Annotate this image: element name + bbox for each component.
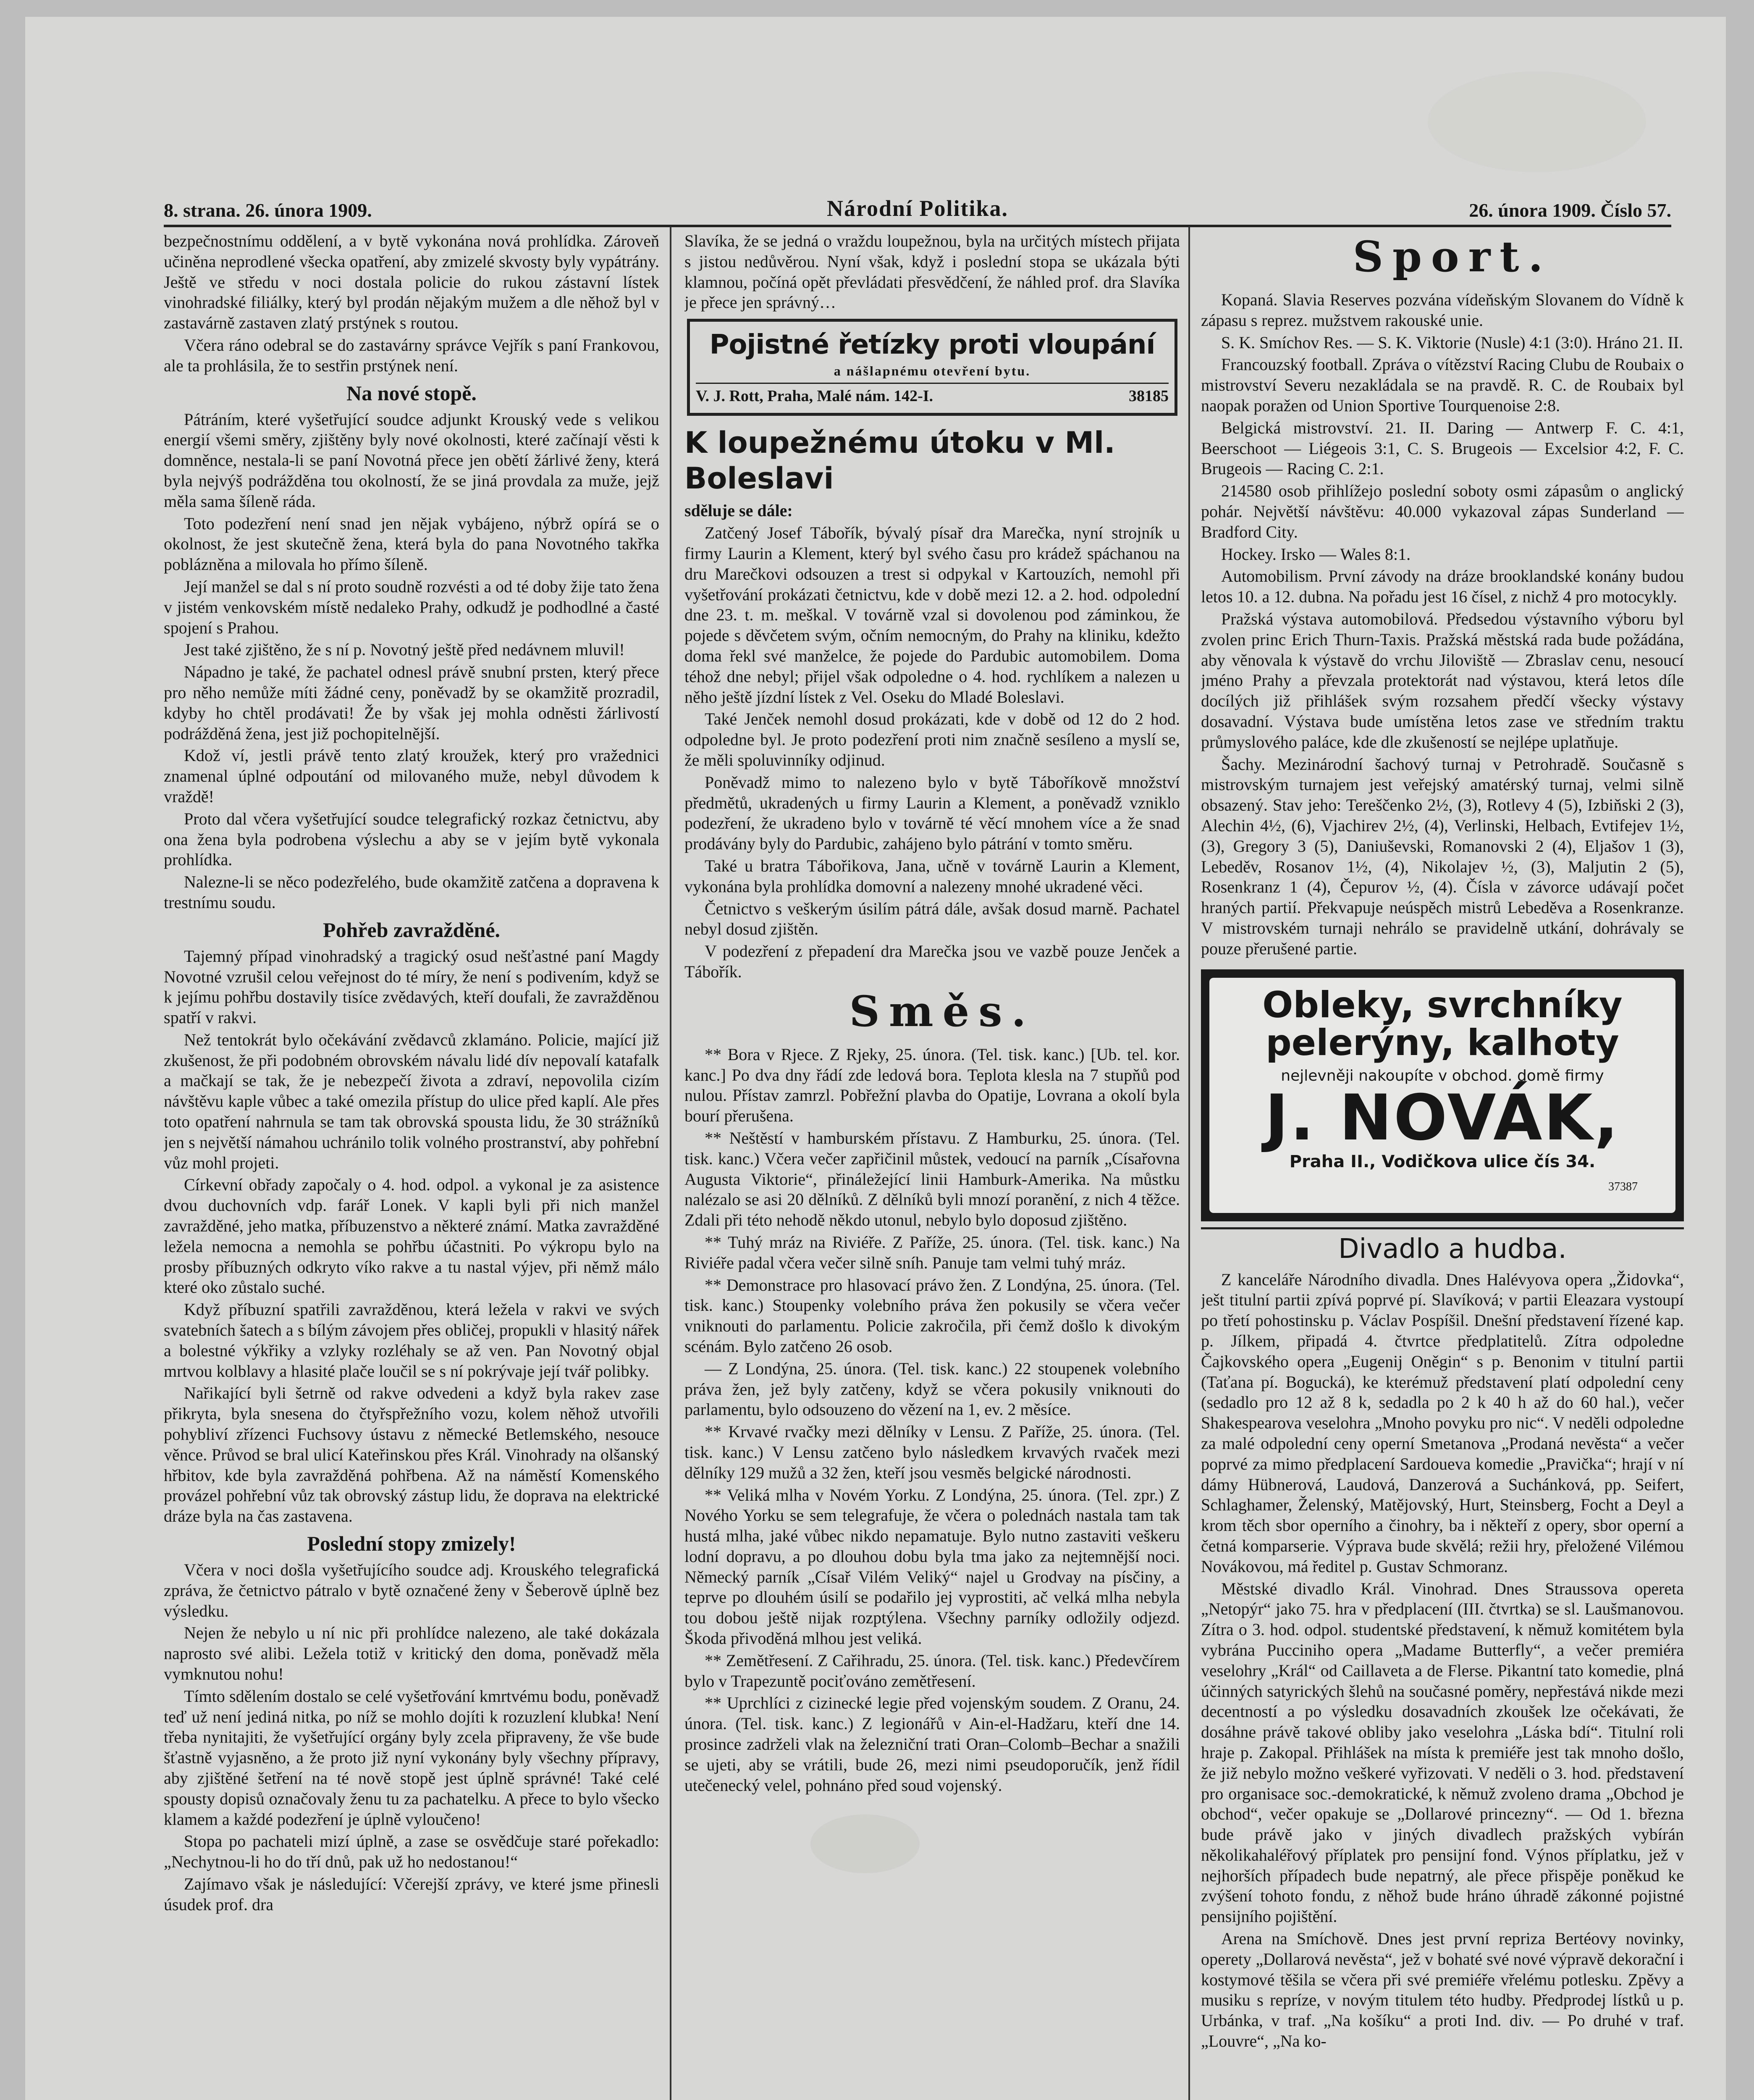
paragraph: ** Uprchlíci z cizinecké legie před vojenským soudem. Z Oranu, 24. února. (Tel. tisk. kanc.) Z legionářů v Ain-el-Hadžaru, kteří dne 14. prosince zadrželi vlak na železniční trati Oran–Colomb–Bechar a snažili se ujeti, aby se vrátili, bude 26, mezi nimi pseudoporučík, jenž řídil utečenecký velel, pohnáno před soud vojenský.: [684, 1693, 1180, 1795]
ad-firm-name: J. NOVÁK,: [1265, 1082, 1620, 1155]
ad-title: Pojistné řetízky proti vloupání: [709, 329, 1155, 361]
paragraph: Její manžel se dal s ní proto soudně rozvésti a od té doby žije tato žena v jistém venkovském místě nedaleko Prahy, odkudž je podhodlné a časté spojení s Prahou.: [164, 577, 659, 637]
paragraph: Městské divadlo Král. Vinohrad. Dnes Straussova opereta „Netopýr“ jako 75. hra v předplacení (III. čtvrtka) se sl. Laušmanovou. Zítra o 3. hod. odpol. studentské představení, k němuž komitétem byla vybrána Pucciniho opera „Madame Butterfly“, a večer premiéra veselohry „Král“ od Caillaveta a de Flerse. Pikantní tato komedie, plná účinných satyrických šlehů na současné poměry, nepřestává nikde mezi decentností a po výsledku dosavadních zkoušek lze očekávati, že dosáhne právě takové obliby jako veselohra „Láska bdí“. Titulní roli hraje p. Zakopal. Přihlášek na místa k premiéře jest tak mnoho došlo, že již nebylo možno veškeré vyřizovati. V neděli o 3. hod. představení pro organisace soc.-demokratické, k němuž zvoleno drama „Obchod je obchod“, večer opakuje se „Dollarové princezny“. — Od 1. března bude právě jako v jiných divadlech pražských vybírán několikahaléřový příplatek pro pensijní fond. Výnos příplatku, jež v nejhorších případech bude nepatrný, ale přece přispěje poněkud ke zvýšení tohoto fondu, z něhož bude hráno úhradě zákonné pojistné pensijního pojištění.: [1201, 1579, 1684, 1926]
paragraph: ** Zemětřesení. Z Cařihradu, 25. února. (Tel. tisk. kanc.) Předevčírem bylo v Trapezuntě pociťováno zemětřesení.: [684, 1651, 1180, 1690]
paragraph: Kdož ví, jestli právě tento zlatý kroužek, který pro vražednici znamenal úplné odpoutání od milovaného muže, nebyl důvodem k vraždě!: [164, 746, 659, 806]
section-heading: Divadlo a hudba.: [1201, 1227, 1684, 1265]
article-heading: K loupežnému útoku v Ml. Boleslavi: [684, 425, 1115, 496]
paragraph: ** Veliká mlha v Novém Yorku. Z Londýna, 25. února. (Tel. zpr.) Z Nového Yorku se sem telegrafuje, že včera o polednách nastala tam tak hustá mlha, jaké vůbec nikdo nepamatuje. Bylo nutno zastaviti veškeru lodní dopravu, a po dlouhou dobu byla tma jako za nejtemnější noci. Německý parník „Císař Vilém Veliký“ najel u Grodvay na písčiny, a teprve po dlouhém úsilí se podařilo jej vyprostiti, ač velká mlha nebyla tou dobou ještě nijak rozptýlena. Všechny parníky odložily odjezd. Škoda přivoděná mlhou jest veliká.: [684, 1485, 1180, 1648]
paragraph: Než tentokrát bylo očekávání zvědavců zklamáno. Policie, mající již zkušenost, že při podobném obrovském návalu lidé dív nepovalí katafalk a mačkají se tak, že je nebezpečí života a zdraví, nepovolila cizím návštěvu kaple vůbec a také omezila přístup do ulice před kaplí. Ale přes toto opatření nahrnula se tam tak obrovská spousta lidu, že 30 strážníků jen s největší námahou uchránilo tolik volného prostranství, aby pohřební vůz mohl projeti.: [164, 1030, 659, 1172]
paragraph: Automobilism. První závody na dráze brooklandské konány budou letos 10. a 12. dubna. Na pořadu jest 16 čísel, z nichž 4 pro motocykly.: [1201, 567, 1684, 606]
column-rule: [1188, 227, 1190, 2100]
paragraph: Arena na Smíchově. Dnes jest první repriza Bertéovy novinky, operety „Dollarová nevěsta“, jež v bohaté své nové výpravě dekorační i kostymové těšila se včera při své premiéře vřelému potlesku. Zpěvy a musiku s repríze, v novým titulem této hudby. Předprodej lístků u p. Urbánka, v traf. „Na košíku“ a proti Ind. div. — Po druhé v traf. „Louvre“, „Na ko-: [1201, 1929, 1684, 2051]
ad-firm-line: [696, 383, 1169, 406]
section-heading: Sport.: [1353, 232, 1552, 281]
ad-line-3: nejlevněji nakoupíte v obchod. domě firmy: [1281, 1067, 1604, 1085]
paragraph: S. K. Smíchov Res. — S. K. Viktorie (Nusle) 4:1 (3:0). Hráno 21. II.: [1221, 333, 1683, 352]
paragraph: Poněvadž mimo to nalezeno bylo v bytě Táboříkově množství předmětů, ukradených u firmy Laurin a Klement, a poněvadž vzniklo podezření, že ukradeno bylo v továrně té věcí mnohem více a že snad prodávány byly do Pardubic, zahájeno bylo pátrání v tomto směru.: [684, 772, 1180, 853]
paragraph: Včera v noci došla vyšetřujícího soudce adj. Krouského telegrafická zpráva, že četnictvo pátralo v bytě označené ženy v Šeberově úplně bez výsledku.: [164, 1560, 659, 1620]
advertisement-rott: [687, 319, 1177, 415]
paragraph: sděluje se dále:: [684, 501, 793, 520]
ad-number: 38185: [1129, 387, 1169, 405]
paragraph: ** Tuhý mráz na Riviéře. Z Paříže, 25. února. (Tel. tisk. kanc.) Na Riviéře padal včera večer silně sníh. Panuje tam velmi tuhý mráz.: [684, 1232, 1180, 1272]
paragraph: ** Neštěstí v hamburském přístavu. Z Hamburku, 25. února. (Tel. tisk. kanc.) Včera večer zapřičinil můstek, vedoucí na parník „Císařovna Augusta Viktorie“, přináležející linii Hamburk-Amerika. Na můstku nalézalo se asi 20 dělníků. Z dělníků byli mnozí poranění, z nich 4 těžce. Zdali při této nehodě někdo utonul, nebylo bylo doposud zjištěno.: [684, 1128, 1180, 1230]
paragraph: 214580 osob přihlížejo poslední soboty osmi zápasům o anglický pohár. Největší návštěvu: 40.000 vykazoval zápas Sunderland — Bradford City.: [1201, 481, 1684, 541]
column-3: [1201, 231, 1684, 2100]
paragraph: Také u bratra Tábořikova, Jana, učně v továrně Laurin a Klement, vykonána byla prohlídka domovní a nalezeny mnohé ukradené věci.: [684, 856, 1180, 896]
paragraph: Proto dal včera vyšetřující soudce telegrafický rozkaz četnictvu, aby ona žena byla podrobena výslechu a aby se v jejím bytě vykonala prohlídka.: [164, 809, 659, 869]
ad-address: Praha II., Vodičkova ulice čís 34.: [1289, 1152, 1596, 1171]
header-left: 8. strana. 26. února 1909.: [164, 200, 372, 221]
subheading: Na nové stopě.: [346, 381, 477, 405]
paragraph: Jest také zjištěno, že s ní p. Novotný ještě před nedávnem mluvil!: [184, 640, 625, 659]
paragraph: Nejen že nebylo u ní nic při prohlídce nalezeno, ale také dokázala naprosto své alibi. Ležela totiž v kritický den doma, poněvadž měla vymknutou nohu!: [164, 1623, 659, 1683]
ad-subtitle: a nášlapnému otevření bytu.: [834, 363, 1031, 379]
paragraph: bezpečnostnímu oddělení, a v bytě vykonána nová prohlídka. Zároveň učiněna neprodlené všecka opatření, aby zmizelé skvosty byly vypátrány. Ještě ve středu v noci dostala policie do rukou zástavní lístek vinohradské filiálky, který byl prodán nějakým mužem a dle něhož byl v zastavárně zastaven zlatý prstýnek s routou.: [164, 231, 659, 333]
page-header: [164, 183, 1671, 227]
ad-line-1: Obleky, svrchníky: [1262, 984, 1623, 1026]
paragraph: Také Jenček nemohl dosud prokázati, kde v době od 12 do 2 hod. odpoledne byl. Je proto podezření proti nim značně sesíleno a myslí se, že měli spoluvinníky odjinud.: [684, 709, 1180, 769]
paragraph: Kopaná. Slavia Reserves pozvána vídeňským Slovanem do Vídně k zápasu s reprez. mužstvem rakouské unie.: [1201, 290, 1684, 330]
column-1: [164, 231, 659, 2100]
paragraph: ** Krvavé rvačky mezi dělníky v Lensu. Z Paříže, 25. února. (Tel. tisk. kanc.) V Lensu zatčeno bylo následkem krvavých rvaček mezi dělníky 129 mužů a 32 žen, kteří jsou vesměs belgické národnosti.: [684, 1422, 1180, 1482]
paragraph: Slavíka, že se jedná o vraždu loupežnou, byla na určitých místech přijata s jistou nedůvěrou. Nyní však, když i poslední stopa se ukázala býti klamnou, počíná opět převládati přesvědčení, že náhled prof. dra Slavíka je přece jen správný…: [684, 231, 1180, 312]
masthead-title: Národní Politika.: [826, 196, 1009, 221]
paragraph: Nápadno je také, že pachatel odnesl právě snubní prsten, který přece pro něho nemůže míti žádné ceny, poněvadž by se okamžitě prozradil, kdyby ho chtěl prodávati! Že by však jej mohla odněsti žárlivostí podrážděná žena, jest již pochopitelnější.: [164, 662, 659, 743]
paragraph: Toto podezření není snad jen nějak vybájeno, nýbrž opírá se o okolnost, že jest skutečně žena, která byla do pana Novotného takřka poblázněna a milovala ho přímo šíleně.: [164, 514, 659, 574]
paragraph: ** Bora v Rjece. Z Rjeky, 25. února. (Tel. tisk. kanc.) [Ub. tel. kor. kanc.] Po dva dny řádí zde ledová bora. Teplota klesla na 7 stupňů pod nulou. Přístav zamrzl. Pobřežní plavba do Opatije, Lovrana a okolí byla bourí přerušena.: [684, 1045, 1180, 1126]
paragraph: Pražská výstava automobilová. Předsedou výstavního výboru byl zvolen princ Erich Thurn-Taxis. Pražská městská rada bude požádána, aby věnovala k výstavě do vrchu Jiloviště — Zbraslav cenu, nesoucí jméno Prahy a převzala protektorát nad výstavou, která letos díle docílých již přihlášek svým rozsahem předčí všecky výstavy dosavadní. Výstava bude umístěna letos zase ve středním traktu průmyslového paláce, kde dle zkušeností se nejlépe uplatňuje.: [1201, 609, 1684, 751]
paragraph: Včera ráno odebral se do zastavárny správce Vejřík s paní Frankovou, ale ta prohlásila, že to sestřin prstýnek není.: [164, 335, 659, 375]
column-2: [684, 231, 1180, 2100]
column-rule: [670, 227, 671, 2100]
newspaper-page: [25, 17, 1726, 2100]
paragraph: Nalezne-li se něco podezřelého, bude okamžitě zatčena a dopravena k trestnímu soudu.: [164, 872, 659, 912]
paragraph: Když příbuzní spatřili zavražděnou, která ležela v rakvi ve svých svatebních šatech a s bílým závojem přes obličej, propukli v hlasitý nářek a bolestné výkřiky a vzlyky rozléhaly se až ven. Pan Novotný objal mrtvou kolblavy a hlasité plače loučil se s ní pokrývaje její tvář polibky.: [164, 1300, 659, 1381]
subheading: Poslední stopy zmizely!: [307, 1532, 516, 1556]
header-right: 26. února 1909. Číslo 57.: [1469, 200, 1671, 221]
paragraph: Z kanceláře Národního divadla. Dnes Halévyova opera „Židovka“, ješt titulní partii zpívá poprvé pí. Slavíková; v partii Eleazara vystoupí po třetí pohostinsku p. Václav Pospíšil. Dnešní představení řízené kap. p. Jílkem, připadá 4. čtvrtce předplatitelů. Zítra odpoledne Čajkovského opera „Eugenij Oněgin“ s p. Benonim v titulní partii (Taťana pí. Bogucká), ke kterémuž představení platí odpolední ceny (sedadlo pro 12 až 8 k, sedadla po 2 k 40 h až do 60 hal.), večer Shakespearova veselohra „Mnoho povyku pro nic“. V neděli odpoledne za malé odpolední ceny operní Smetanova „Prodaná nevěsta“ a večer poprvé za mimo předplacení Sardoueva komedie „Pravička“; hrají v ní dámy Hübnerová, Laudová, Danzerová a Suchánková, pp. Seifert, Schlaghamer, Želenský, Matějovský, Hurt, Steinsberg, Focht a Deyl a krom těch sbor operního a činohry, ba i někteří z opery, sbor operní a četná komparserie. Výprava bude skvělá; režii hry, přeložené Vilémou Novákovou, má ředitel p. Gustav Schmoranz.: [1201, 1270, 1684, 1576]
paragraph: Církevní obřady započaly o 4. hod. odpol. a vykonal je za asistence dvou duchovních vdp. farář Lonek. V kapli byli při nich manžel zavražděné, jeho matka, příbuzenstvo a některé známí. Matka zavražděné ležela nemocna a nemohla se pohřbu účastniti. Po výkropu bylo na prosby příbuzných odkryto víko rakve a tu nastal výjev, při němž málo které oko zůstalo suché.: [164, 1175, 659, 1297]
paragraph: Tajemný případ vinohradský a tragický osud nešťastné paní Magdy Novotné vzrušil celou veřejnost do té míry, že není s podivením, když se k jejímu pohřbu dostavily tisíce zvědavých, kteří doufali, že zavražděnou spatří v rakvi.: [164, 946, 659, 1027]
paragraph: Stopa po pachateli mizí úplně, a zase se osvědčuje staré pořekadlo: „Nechytnou-li ho do tří dnů, pak už ho nedostanou!“: [164, 1832, 659, 1872]
paragraph: V podezření z přepadení dra Marečka jsou ve vazbě pouze Jenček a Tábořík.: [684, 942, 1180, 981]
paragraph: Belgická mistrovství. 21. II. Daring — Antwerp F. C. 4:1, Beerschoot — Liégeois 3:1, C. S. Brugeois — Excelsior 4:2, F. C. Brugeois — Racing C. 2:1.: [1201, 418, 1684, 478]
paragraph: Četnictvo s veškerým úsilím pátrá dále, avšak dosud marně. Pachatel nebyl dosud zjištěn.: [684, 899, 1180, 939]
advertisement-novak: [1201, 969, 1684, 1221]
paragraph: Francouzský football. Zpráva o vítězství Racing Clubu de Roubaix o mistrovství Severu nezakládala se na pravdě. R. C. de Roubaix byl naopak poražen od Union Sportive Tourquenoise 2:8.: [1201, 355, 1684, 415]
section-heading: Směs.: [849, 986, 1036, 1036]
paragraph: Zajímavo však je následující: Včerejší zprávy, ve které jsme přinesli úsudek prof. dra: [164, 1874, 659, 1914]
ad-firm: V. J. Rott, Praha, Malé nám. 142-I.: [696, 387, 933, 405]
subheading: Pohřeb zavražděné.: [322, 918, 501, 942]
paragraph: Nařikající byli šetrně od rakve odvedeni a když byla rakev zase přikryta, byla snesena do čtyřspřežního vozu, kolem něhož utvořili pohybliví zřízenci Fuchsovy ústavu z německé Betlemského, nesouce věnce. Průvod se bral ulicí Kateřinskou přes Král. Vinohrady na olšanský hřbitov, kde byla zavražděná pohřbena. Až na náměstí Komenského provázel pohřební vůz tak obrovský zástup lidu, že doprava na elektrické dráze byla na čas zastavena.: [164, 1383, 659, 1526]
paragraph: ** Demonstrace pro hlasovací právo žen. Z Londýna, 25. února. (Tel. tisk. kanc.) Stoupenky volebního práva žen pokusily se včera večer vniknouti do parlamentu. Policie zakročila, při čemž došlo k divokým scénám. Bylo zatčeno 26 osob.: [684, 1275, 1180, 1356]
paragraph: Šachy. Mezinárodní šachový turnaj v Petrohradě. Současně s mistrovským turnajem jest veřejský amatérský turnaj, velmi silně obsazený. Stav jeho: Tereščenko 2½, (3), Rotlevy 4 (5), Izbiňski 2 (3), Alechin 4½, (6), Vjachirev 2½, (4), Verlinski, Helbach, Evtifejev 1½, (3), Gregory 3 (5), Daniuševski, Romanovski 2 (4), Eljašov 1 (3), Lebeděv, Rosanov 1½, (4), Nikolajev ½, (3), Maljutin 2 (5), Rosenkranz 1 (4), Čepurov ½, (4). Čísla v závorce udávají počet hraných partií. Překvapuje neúspěch mistrů Lebeděva a Rosenkranze. V mistrovském turnaji nehrálo se pravidelně utkání, dohrávaly se pouze přerušené partie.: [1201, 754, 1684, 958]
ad-line-2: pelerýny, kalhoty: [1266, 1021, 1619, 1064]
paragraph: Zatčený Josef Tábořík, bývalý písař dra Marečka, nyní strojník u firmy Laurin a Klement, který byl svého času pro krádež spáchanou na dru Marečkovi odsouzen a trest si odpykal v Kartouzích, nemohl při vyšetřování prokázati četnictvu, kde v době mezi 12. a 2. hod. odpolední dne 23. t. m. meškal. V továrně vzal si dovolenou pod záminkou, že pojede s děvčetem svým, očním nemocným, do Prahy na kliniku, kdežto doma řekl své manželce, že pojede do Pardubic automobilem. Doma téhož dne nebyl; přijel však odpoledne o 4. hod. rychlíkem a nalezen u něho ještě jízdní lístek z Vel. Oseku do Mladé Boleslavi.: [684, 523, 1180, 706]
ad-number: 37387: [1608, 1180, 1638, 1194]
paragraph: Tímto sdělením dostalo se celé vyšetřování kmrtvému bodu, poněvadž teď už není jediná nitka, po níž se mohlo dojíti k rozuzlení klubka! Není třeba nynitajiti, že vyšetřující orgány byly zcela připraveny, že vše bude šťastně vyjasněno, a že proto již nyní vykonány byly všechny přípravy, aby zjištěné šetření na té nově stopě jest úplně správné! Také celé spousty dopisů označovaly ženu tu za pachatelku. A přece to bylo všecko klamem a každé podezření je úplně vyloučeno!: [164, 1686, 659, 1829]
paragraph: Hockey. Irsko — Wales 8:1.: [1221, 544, 1411, 564]
paragraph: Pátráním, které vyšetřující soudce adjunkt Krouský vede s velikou energií všemi směry, zjištěny byly nové okolnosti, které začínají věsti k domněnce, nestala-li se paní Novotná přece jen obětí žárlivé ženy, která byla nejvýš podrážděna tou okolností, že se jiná provdala za muže, jejž měla sama šíleně ráda.: [164, 410, 659, 511]
paragraph: — Z Londýna, 25. února. (Tel. tisk. kanc.) 22 stoupenek volebního práva žen, jež byly zatčeny, když se včera pokusily vniknouti do parlamentu, bylo odsouzeno do vězení na 1, ev. 2 měsíce.: [684, 1359, 1180, 1419]
